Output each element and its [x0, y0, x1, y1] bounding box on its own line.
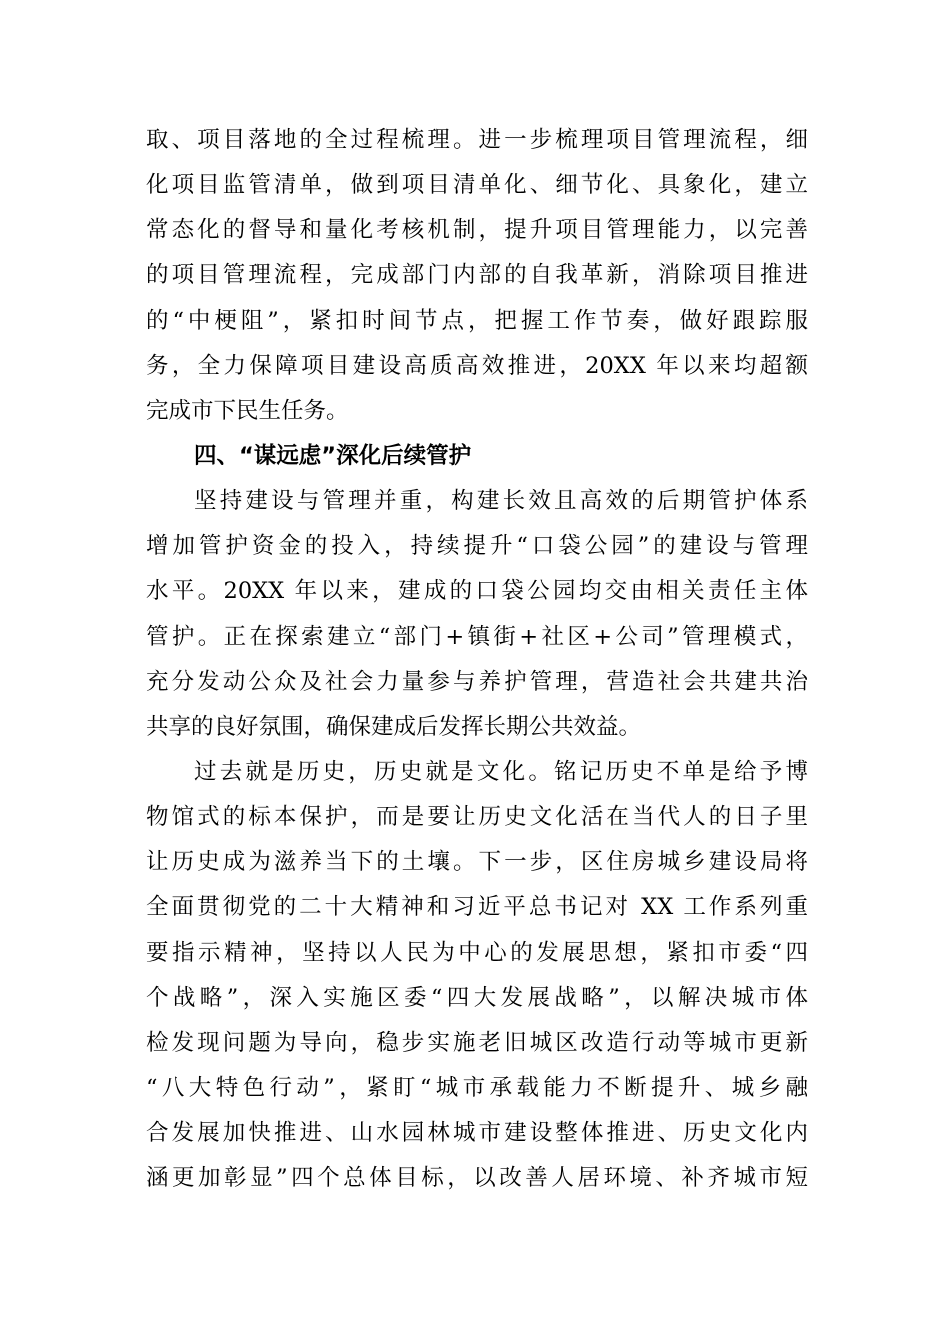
text-line: 共享的良好氛围，确保建成后发挥长期公共效益。 — [146, 713, 642, 740]
text-line: 增加管护资金的投入，持续提升“口袋公园”的建设与管理 — [146, 533, 808, 560]
text-line: 务，全力保障项目建设高质高效推进，20XX 年以来均超额 — [146, 352, 808, 379]
paragraph-first-line: 过去就是历史，历史就是文化。铭记历史不单是给予博 — [194, 758, 808, 785]
text-line: 合发展加快推进、山水园林城市建设整体推进、历史文化内 — [146, 1120, 808, 1147]
text-line: 化项目监管清单，做到项目清单化、细节化、具象化，建立 — [146, 172, 808, 199]
text-line: 全面贯彻党的二十大精神和习近平总书记对 XX 工作系列重 — [146, 894, 808, 921]
text-line: 管护。正在探索建立“部门+镇街+社区+公司”管理模式， — [146, 623, 808, 650]
text-line: “八大特色行动”，紧盯“城市承载能力不断提升、城乡融 — [146, 1074, 808, 1101]
text-line: 涵更加彰显”四个总体目标，以改善人居环境、补齐城市短 — [146, 1165, 808, 1192]
paragraph-first-line: 坚持建设与管理并重，构建长效且高效的后期管护体系 — [194, 488, 808, 515]
text-line: 个战略”，深入实施区委“四大发展战略”，以解决城市体 — [146, 984, 808, 1011]
text-line: 充分发动公众及社会力量参与养护管理，营造社会共建共治 — [146, 668, 808, 695]
text-line: 完成市下民生任务。 — [146, 397, 349, 424]
text-line: 物馆式的标本保护，而是要让历史文化活在当代人的日子里 — [146, 804, 808, 831]
text-line: 常态化的督导和量化考核机制，提升项目管理能力，以完善 — [146, 217, 808, 244]
section-heading: 四、“谋远虑”深化后续管护 — [194, 442, 472, 469]
text-line: 要指示精神，坚持以人民为中心的发展思想，紧扣市委“四 — [146, 939, 808, 966]
text-line: 的“中梗阻”，紧扣时间节点，把握工作节奏，做好跟踪服 — [146, 307, 808, 334]
document-body — [146, 118, 808, 1201]
text-line: 检发现问题为导向，稳步实施老旧城区改造行动等城市更新 — [146, 1029, 808, 1056]
text-line: 水平。20XX 年以来，建成的口袋公园均交由相关责任主体 — [146, 578, 808, 605]
text-line: 取、项目落地的全过程梳理。进一步梳理项目管理流程，细 — [146, 127, 808, 153]
text-line: 的项目管理流程，完成部门内部的自我革新，消除项目推进 — [146, 262, 808, 289]
text-line: 让历史成为滋养当下的土壤。下一步，区住房城乡建设局将 — [146, 849, 808, 876]
